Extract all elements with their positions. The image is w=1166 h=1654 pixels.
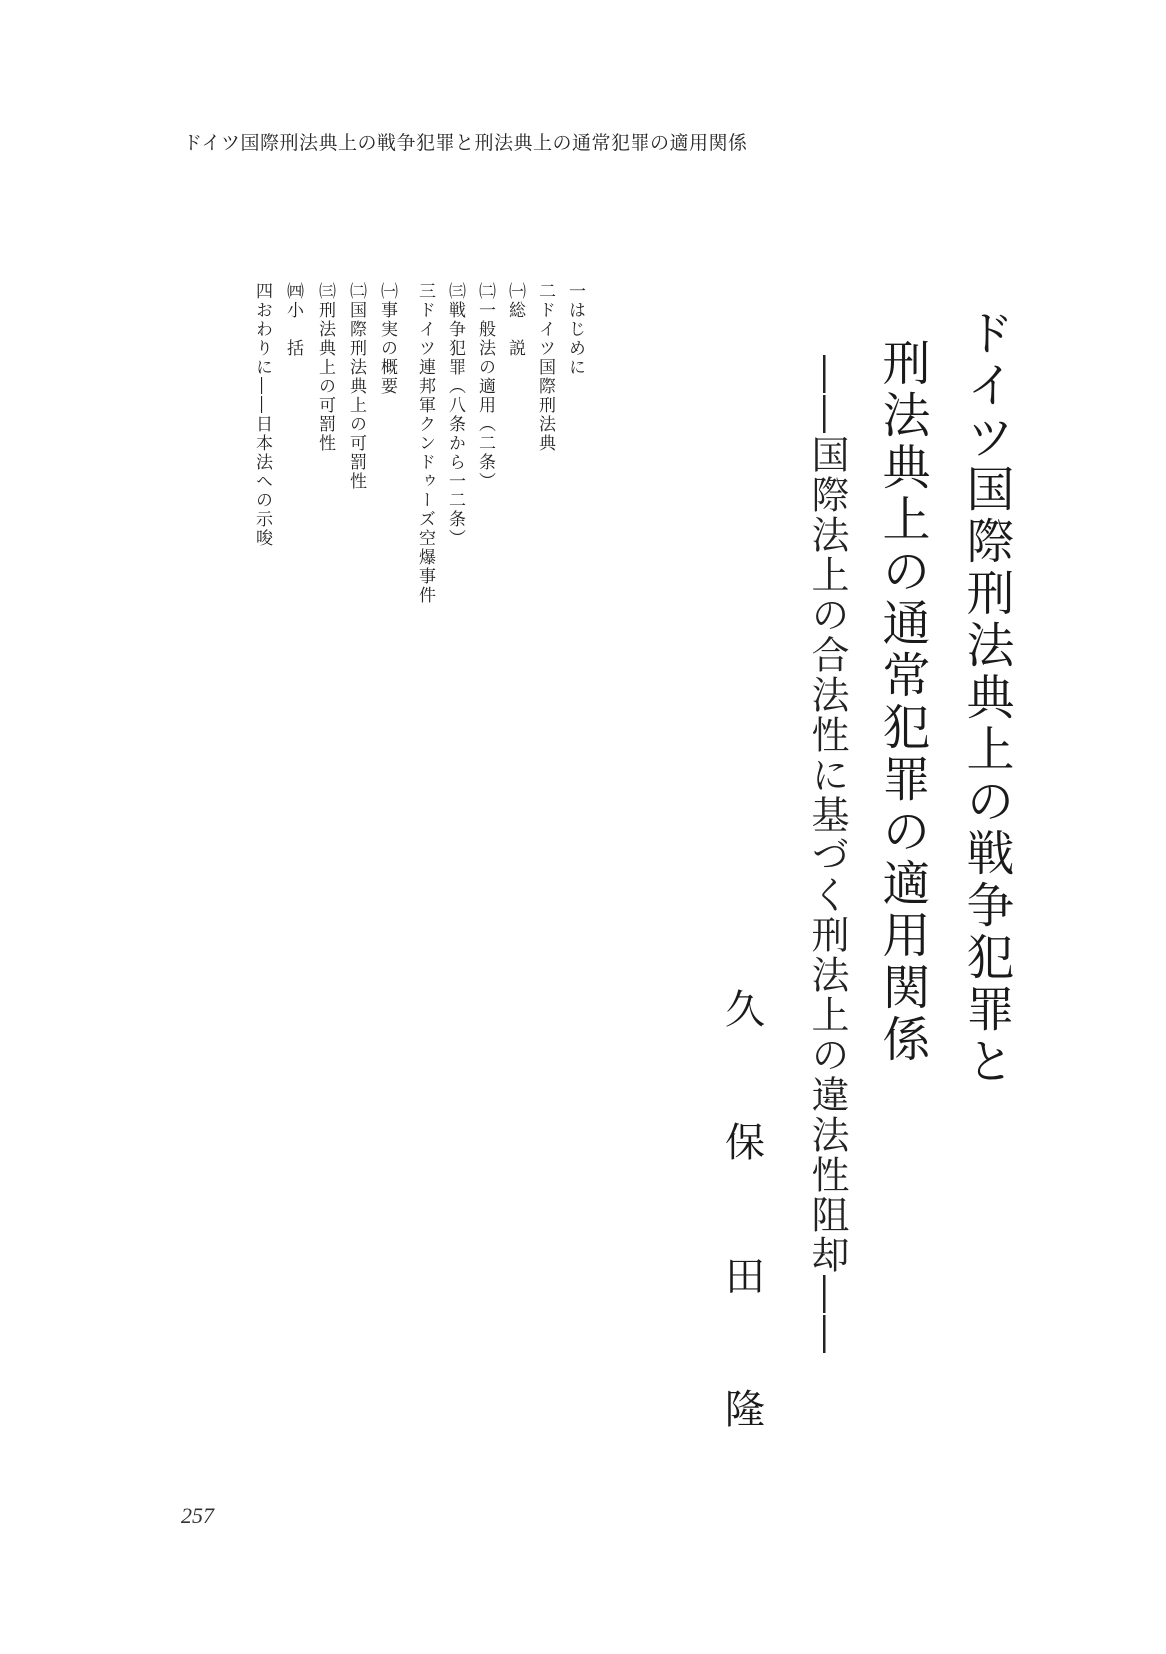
article-title-line-1: ドイツ国際刑法典上の戦争犯罪と bbox=[958, 308, 1014, 1088]
toc-text: 国際刑法典上の可罰性 bbox=[346, 301, 366, 491]
toc-text: 一般法の適用（二条） bbox=[475, 301, 495, 491]
toc-item bbox=[473, 282, 506, 491]
toc-number: 二 bbox=[535, 282, 555, 301]
toc-item bbox=[375, 282, 408, 396]
article-title-line-2: 刑法典上の通常犯罪の適用関係 bbox=[874, 338, 930, 1066]
author-char: 久 bbox=[725, 987, 765, 1033]
page-number: 257 bbox=[181, 1503, 214, 1528]
toc-item bbox=[344, 282, 377, 491]
toc-text: ドイツ連邦軍クンドゥーズ空爆事件 bbox=[415, 301, 435, 605]
toc-text: 戦争犯罪（八条から一二条） bbox=[445, 301, 465, 548]
toc-item bbox=[503, 282, 536, 358]
table-of-contents bbox=[0, 282, 1166, 682]
toc-number: ㈡ bbox=[346, 282, 366, 301]
toc-item bbox=[313, 282, 346, 453]
toc-text: はじめに bbox=[565, 301, 585, 377]
toc-number: ㈢ bbox=[315, 282, 335, 301]
author-char: 隆 bbox=[725, 1386, 765, 1433]
toc-text: 小 括 bbox=[283, 301, 303, 358]
toc-number: ㈣ bbox=[283, 282, 303, 301]
toc-number: ㈠ bbox=[377, 282, 397, 301]
toc-text: 総 説 bbox=[505, 301, 525, 358]
toc-number: 一 bbox=[565, 282, 585, 301]
author-char: 保 bbox=[725, 1120, 765, 1167]
toc-number: ㈡ bbox=[475, 282, 495, 301]
toc-number: ㈠ bbox=[505, 282, 525, 301]
toc-item bbox=[413, 282, 466, 605]
toc-number: ㈢ bbox=[445, 282, 465, 301]
toc-text: ドイツ国際刑法典 bbox=[535, 301, 555, 453]
article-subtitle: ――国際法上の合法性に基づく刑法上の違法性阻却―― bbox=[805, 355, 849, 1355]
toc-text: おわりに――日本法への示唆 bbox=[252, 301, 272, 548]
author-char: 田 bbox=[725, 1253, 765, 1300]
toc-number: 四 bbox=[252, 282, 272, 301]
author-name bbox=[715, 987, 775, 1433]
toc-text: 刑法典上の可罰性 bbox=[315, 301, 335, 453]
toc-text: 事実の概要 bbox=[377, 301, 397, 396]
toc-item bbox=[250, 282, 303, 548]
toc-item bbox=[533, 282, 586, 453]
running-head: ドイツ国際刑法典上の戦争犯罪と刑法典上の通常犯罪の適用関係 bbox=[183, 132, 748, 154]
toc-number: 三 bbox=[415, 282, 435, 301]
